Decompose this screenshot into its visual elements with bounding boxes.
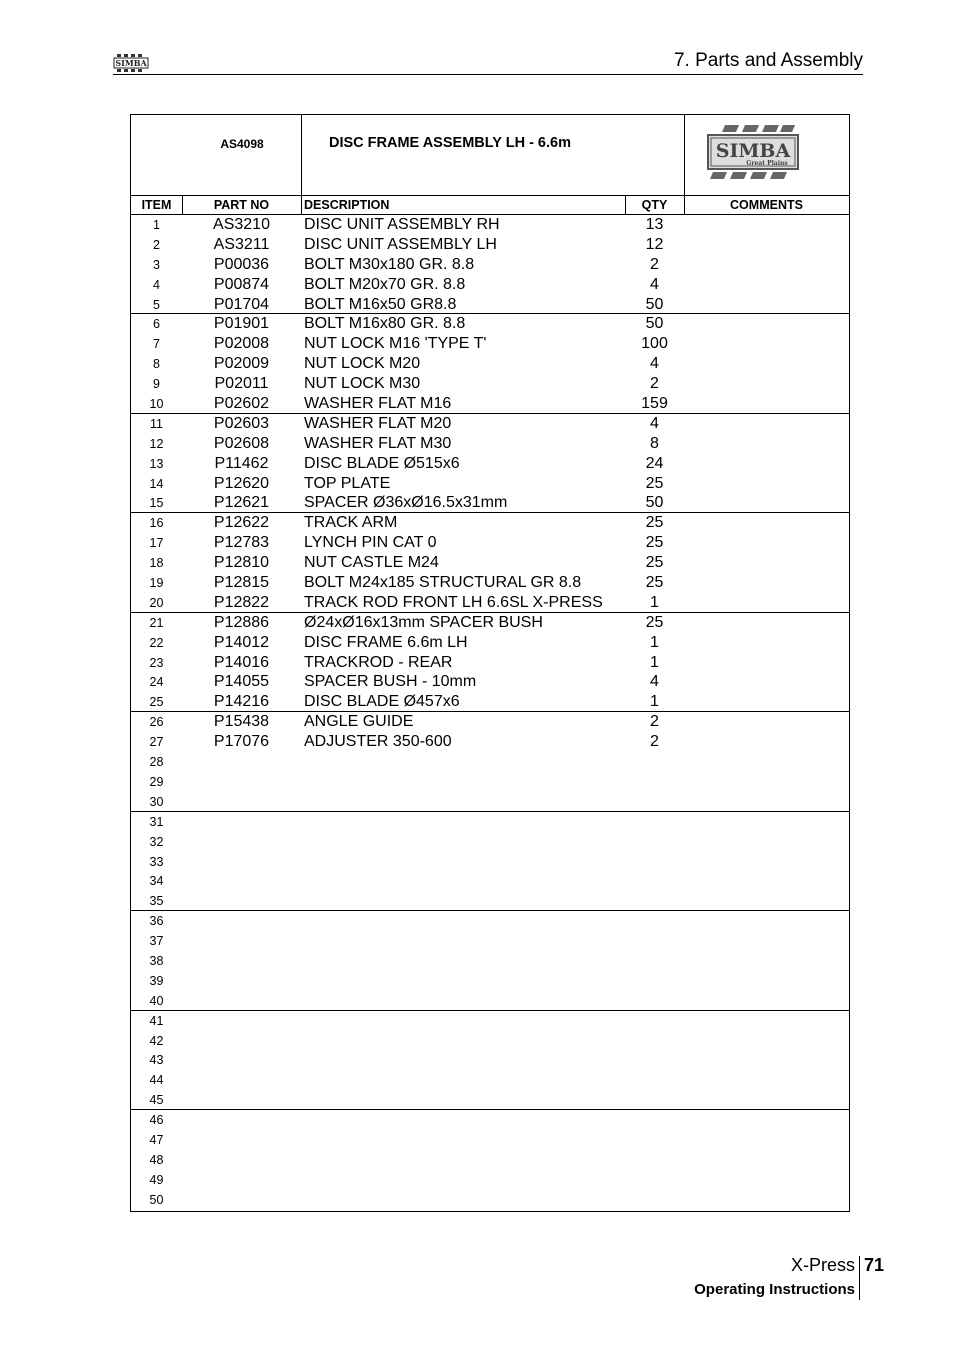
table-row — [131, 812, 849, 832]
row-item-number: 29 — [149, 774, 164, 789]
row-part-number: P17076 — [213, 733, 270, 751]
col-comments: COMMENTS — [730, 198, 803, 212]
row-description: TRACK ROD FRONT LH 6.6SL X-PRESS — [304, 593, 603, 611]
row-description: ANGLE GUIDE — [304, 713, 414, 731]
row-description: SPACER Ø36xØ16.5x31mm — [304, 494, 508, 512]
row-item-number: 14 — [149, 476, 164, 491]
row-item-number: 45 — [149, 1093, 164, 1108]
table-row — [131, 1090, 849, 1110]
footer-divider — [859, 1256, 860, 1300]
row-description: DISC BLADE Ø457x6 — [304, 693, 460, 711]
table-row — [131, 891, 849, 911]
col-description: DESCRIPTION — [304, 198, 390, 212]
table-row — [131, 533, 849, 553]
header-divider — [625, 195, 626, 215]
header-logo — [113, 53, 149, 73]
row-quantity: 25 — [645, 474, 664, 492]
row-description: LYNCH PIN CAT 0 — [304, 534, 437, 552]
row-item-number: 26 — [149, 715, 164, 730]
row-item-number: 47 — [149, 1132, 164, 1147]
row-description: WASHER FLAT M16 — [304, 395, 452, 413]
header-divider — [684, 195, 685, 215]
row-part-number: P12620 — [213, 474, 270, 492]
table-row — [131, 255, 849, 275]
row-part-number: P12810 — [213, 554, 270, 572]
row-description: BOLT M16x80 GR. 8.8 — [304, 315, 466, 333]
row-description: BOLT M20x70 GR. 8.8 — [304, 275, 466, 293]
header-divider — [182, 195, 183, 215]
title-divider-left — [301, 115, 302, 195]
row-description: SPACER BUSH - 10mm — [304, 673, 477, 691]
row-part-number: P12815 — [213, 574, 270, 592]
section-title: 7. Parts and Assembly — [673, 50, 863, 71]
row-part-number: P14012 — [213, 633, 270, 651]
row-quantity: 50 — [645, 315, 664, 333]
row-item-number: 35 — [149, 894, 164, 909]
row-description: TOP PLATE — [304, 474, 391, 492]
row-item-number: 2 — [153, 237, 160, 252]
col-qty: QTY — [641, 198, 668, 212]
table-row — [131, 314, 849, 334]
row-part-number: P02009 — [213, 355, 270, 373]
table-row — [131, 911, 849, 931]
row-item-number: 34 — [149, 874, 164, 889]
table-row — [131, 1031, 849, 1051]
row-item-number: 30 — [149, 794, 164, 809]
row-quantity: 24 — [645, 454, 664, 472]
table-row — [131, 931, 849, 951]
row-item-number: 25 — [149, 695, 164, 710]
row-part-number: P12621 — [213, 494, 270, 512]
title-divider-right — [684, 115, 685, 195]
table-row — [131, 215, 849, 235]
row-item-number: 39 — [149, 973, 164, 988]
table-row — [131, 454, 849, 474]
row-description: DISC BLADE Ø515x6 — [304, 454, 460, 472]
row-part-number: P02602 — [213, 395, 270, 413]
row-part-number: P11462 — [214, 454, 269, 472]
table-row — [131, 295, 849, 315]
table-row — [131, 275, 849, 295]
row-quantity: 2 — [650, 713, 659, 731]
row-part-number: P14016 — [213, 653, 270, 671]
row-part-number: P01704 — [213, 295, 270, 313]
row-description: DISC UNIT ASSEMBLY LH — [304, 235, 497, 253]
row-quantity: 25 — [645, 554, 664, 572]
row-part-number: P15438 — [213, 713, 270, 731]
row-item-number: 33 — [149, 854, 164, 869]
table-row — [131, 951, 849, 971]
row-item-number: 32 — [149, 834, 164, 849]
row-quantity: 4 — [650, 673, 659, 691]
row-item-number: 1 — [153, 218, 160, 232]
row-quantity: 4 — [650, 275, 659, 293]
row-quantity: 13 — [645, 216, 664, 233]
table-row — [131, 772, 849, 792]
row-quantity: 4 — [650, 414, 659, 432]
row-item-number: 49 — [149, 1172, 164, 1187]
table-row — [131, 553, 849, 573]
row-quantity: 25 — [645, 574, 664, 592]
row-quantity: 1 — [650, 593, 659, 611]
row-quantity: 25 — [645, 514, 664, 532]
row-description: TRACK ARM — [304, 514, 398, 532]
row-item-number: 40 — [149, 993, 164, 1008]
row-part-number: P02011 — [214, 375, 269, 393]
row-part-number: AS3211 — [213, 235, 270, 253]
row-item-number: 41 — [149, 1013, 164, 1028]
table-row — [131, 852, 849, 872]
row-item-number: 20 — [149, 595, 164, 610]
table-row — [131, 474, 849, 494]
row-quantity: 1 — [650, 633, 659, 651]
row-quantity: 2 — [650, 255, 659, 273]
tb-logo-subtext: Great Plains — [746, 160, 788, 167]
row-item-number: 50 — [149, 1192, 164, 1207]
title-block — [131, 115, 849, 196]
row-item-number: 4 — [153, 277, 160, 292]
table-row — [131, 971, 849, 991]
row-item-number: 27 — [149, 735, 164, 750]
product-name: X-Press — [790, 1255, 855, 1275]
table-row — [131, 235, 849, 255]
row-description: WASHER FLAT M30 — [304, 434, 452, 452]
row-quantity: 50 — [645, 295, 664, 313]
row-item-number: 12 — [149, 436, 164, 451]
row-item-number: 21 — [149, 615, 164, 630]
table-row — [131, 434, 849, 454]
row-item-number: 15 — [149, 496, 164, 511]
row-description: NUT LOCK M16 'TYPE T' — [304, 335, 487, 353]
row-description: DISC FRAME 6.6m LH — [304, 633, 468, 651]
table-row — [131, 1130, 849, 1150]
table-row — [131, 374, 849, 394]
row-item-number: 44 — [149, 1073, 164, 1088]
table-row — [131, 513, 849, 533]
row-quantity: 8 — [650, 434, 659, 452]
row-item-number: 42 — [149, 1033, 164, 1048]
table-row — [131, 1150, 849, 1170]
row-item-number: 7 — [153, 337, 160, 352]
row-item-number: 11 — [150, 416, 163, 431]
table-row — [131, 1190, 849, 1210]
row-item-number: 5 — [153, 297, 160, 312]
row-item-number: 3 — [153, 257, 160, 272]
row-item-number: 23 — [149, 655, 164, 670]
row-item-number: 9 — [153, 377, 160, 392]
table-row — [131, 493, 849, 513]
tb-logo-text: SIMBA — [715, 140, 791, 162]
row-item-number: 37 — [149, 934, 164, 949]
table-row — [131, 752, 849, 772]
row-description: BOLT M30x180 GR. 8.8 — [304, 255, 475, 273]
row-quantity: 25 — [645, 613, 664, 631]
row-part-number: P12622 — [213, 514, 270, 532]
table-row — [131, 593, 849, 613]
row-quantity: 100 — [641, 335, 668, 353]
row-item-number: 36 — [149, 914, 164, 929]
table-row — [131, 613, 849, 633]
table-row — [131, 414, 849, 434]
row-item-number: 17 — [149, 536, 164, 551]
row-description: NUT CASTLE M24 — [304, 554, 439, 572]
parts-list-sheet — [130, 114, 850, 1212]
col-item: ITEM — [141, 198, 172, 212]
row-quantity: 12 — [645, 235, 664, 253]
parts-rows — [131, 215, 849, 1210]
table-row — [131, 1070, 849, 1090]
row-item-number: 31 — [149, 814, 164, 829]
table-row — [131, 653, 849, 673]
assembly-number: AS4098 — [220, 137, 264, 151]
table-row — [131, 1110, 849, 1130]
header-logo-text: SIMBA — [115, 58, 147, 68]
row-quantity: 1 — [650, 693, 659, 711]
table-row — [131, 991, 849, 1011]
row-item-number: 48 — [149, 1152, 164, 1167]
row-part-number: P14055 — [213, 673, 270, 691]
row-part-number: P12783 — [213, 534, 270, 552]
table-row — [131, 732, 849, 752]
table-row — [131, 712, 849, 732]
row-item-number: 13 — [149, 456, 164, 471]
row-item-number: 18 — [149, 556, 164, 571]
row-item-number: 38 — [149, 953, 164, 968]
column-headers — [131, 195, 849, 215]
row-item-number: 16 — [149, 516, 164, 531]
row-item-number: 28 — [149, 755, 164, 770]
table-row — [131, 1011, 849, 1031]
document-subtitle: Operating Instructions — [694, 1281, 855, 1298]
table-row — [131, 832, 849, 852]
col-part-no: PART NO — [213, 198, 270, 212]
table-row — [131, 1050, 849, 1070]
simba-logo — [707, 125, 799, 180]
row-part-number: P02608 — [213, 434, 270, 452]
row-quantity: 25 — [645, 534, 664, 552]
row-part-number: P12822 — [213, 593, 270, 611]
row-item-number: 43 — [149, 1053, 164, 1068]
row-description: TRACKROD - REAR — [304, 653, 453, 671]
table-row — [131, 672, 849, 692]
table-row — [131, 394, 849, 414]
row-part-number: P14216 — [213, 693, 270, 711]
row-item-number: 8 — [153, 357, 160, 372]
row-description: DISC UNIT ASSEMBLY RH — [304, 216, 500, 233]
row-part-number: P01901 — [213, 315, 270, 333]
table-row — [131, 871, 849, 891]
row-item-number: 22 — [149, 635, 164, 650]
row-part-number: P12886 — [213, 613, 270, 631]
row-part-number: P02008 — [213, 335, 270, 353]
row-part-number: AS3210 — [213, 216, 270, 233]
row-quantity: 2 — [650, 733, 659, 751]
page-number: 71 — [864, 1255, 885, 1275]
table-row — [131, 354, 849, 374]
header-divider — [301, 195, 302, 215]
row-quantity: 1 — [650, 653, 659, 671]
table-row — [131, 1170, 849, 1190]
table-row — [131, 692, 849, 712]
row-part-number: P00036 — [213, 255, 270, 273]
header-rule — [113, 74, 863, 75]
row-description: BOLT M24x185 STRUCTURAL GR 8.8 — [304, 574, 582, 592]
assembly-title: DISC FRAME ASSEMBLY LH - 6.6m — [329, 135, 571, 151]
row-item-number: 24 — [149, 675, 164, 690]
row-item-number: 19 — [149, 576, 164, 591]
row-description: ADJUSTER 350-600 — [304, 733, 452, 751]
row-part-number: P02603 — [213, 414, 270, 432]
table-row — [131, 573, 849, 593]
table-row — [131, 633, 849, 653]
table-row — [131, 792, 849, 812]
table-row — [131, 334, 849, 354]
row-description: Ø24xØ16x13mm SPACER BUSH — [304, 613, 543, 631]
row-quantity: 50 — [645, 494, 664, 512]
row-quantity: 2 — [650, 375, 659, 393]
row-quantity: 159 — [641, 395, 668, 413]
row-description: BOLT M16x50 GR8.8 — [304, 295, 457, 313]
row-item-number: 46 — [149, 1113, 164, 1128]
row-quantity: 4 — [650, 355, 659, 373]
row-description: NUT LOCK M20 — [304, 355, 421, 373]
row-description: WASHER FLAT M20 — [304, 414, 452, 432]
row-item-number: 10 — [149, 397, 164, 412]
row-item-number: 6 — [153, 317, 160, 332]
row-part-number: P00874 — [213, 275, 270, 293]
row-description: NUT LOCK M30 — [304, 375, 421, 393]
